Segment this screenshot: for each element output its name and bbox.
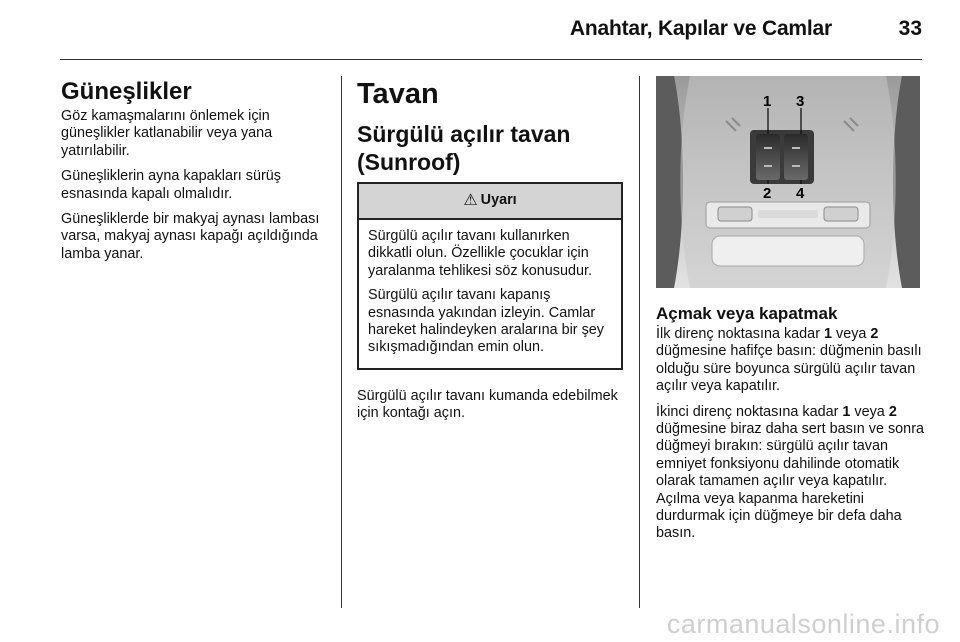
open-close-heading: Açmak veya kapatmak [656,304,838,323]
callout-label-2: 2 [763,185,772,202]
text-run: düğmesine hafifçe basın: düğmenin basılı olduğu süre boyunca sürgülü açılır tavan açılır veya kapatılır. [656,343,922,395]
text-run: İlk direnç noktasına kadar [656,326,824,342]
callout-label-1: 1 [763,93,772,110]
column-divider-2 [639,76,640,608]
warning-paragraph: Sürgülü açılır tavanı kullanırken dikkatli olun. Özellikle çocuklar için yaralanma tehlikesi söz konusudur. [368,228,592,279]
sun-visors-column [61,78,331,271]
warning-body [359,220,621,368]
button-ref-2: 2 [888,403,897,420]
warning-box [357,182,623,370]
sun-visors-heading: Güneşlikler [61,78,192,105]
text-run: düğmesine biraz daha sert basın ve sonra düğmeyi bırakın: sürgülü açılır tavan emniyet fonksiyonu dahilinde otomatik olarak tamamen açılır veya kapatılır. Açılma veya kapanma hareketini durdurmak için düğmeye bir defa daha basın. [656,421,924,542]
roof-heading: Tavan [357,78,439,110]
paragraph: Göz kamaşmalarını önlemek için güneşlikler katlanabilir veya yana yatırılabilir. [61,108,273,159]
button-ref-1: 1 [842,403,851,420]
callout-label-3: 3 [796,93,805,110]
sunroof-switch-photo [656,76,920,288]
sunroof-subheading: Sürgülü açılır tavan (Sunroof) [357,121,571,175]
warning-header [359,184,621,220]
paragraph [656,404,924,543]
column-divider-1 [341,76,342,608]
text-run: veya [832,326,871,342]
paragraph: Güneşliklerin ayna kapakları sürüş esnasında kapalı olmalıdır. [61,168,281,202]
text-run: veya [850,403,889,420]
warning-triangle-icon: ⚠ [463,192,478,209]
ignition-note: Sürgülü açılır tavanı kumanda edebilmek için kontağı açın. [357,387,618,422]
open-close-column [656,304,924,551]
paragraph [656,326,924,396]
header-divider [60,59,922,60]
callout-label-4: 4 [796,185,805,202]
paragraph: Güneşliklerde bir makyaj aynası lambası varsa, makyaj aynası kapağı açıldığında lamba yanar. [61,211,320,262]
sunroof-switch-illustration [656,76,920,288]
text-run: İkinci direnç noktasına kadar [656,403,843,420]
button-ref-1: 1 [823,326,832,342]
watermark: carmanualsonline.info [666,609,940,639]
button-ref-2: 2 [870,326,879,342]
page-number: 33 [898,17,922,40]
roof-column [357,78,625,431]
chapter-title: Anahtar, Kapılar ve Camlar [569,17,832,40]
warning-title: Uyarı [480,192,517,209]
warning-paragraph: Sürgülü açılır tavanı kapanış esnasında yakından izleyin. Camlar hareket halindeyken aralarına bir şey sıkışmadığından emin olun. [368,287,604,356]
